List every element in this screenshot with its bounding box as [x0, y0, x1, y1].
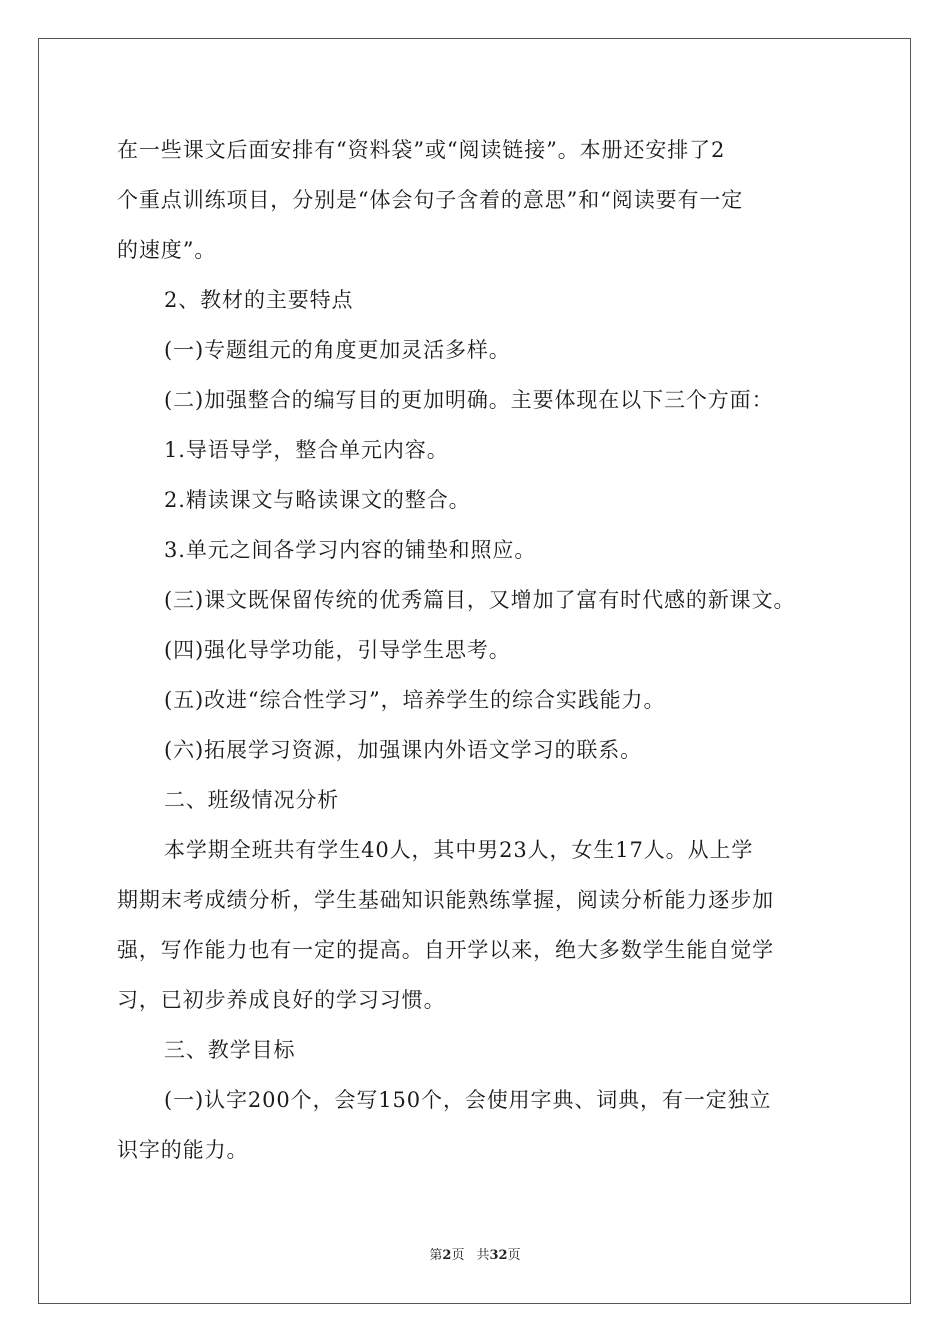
- section-heading: 2、教材的主要特点: [164, 288, 354, 312]
- paragraph-line: 本学期全班共有学生40人，其中男23人，女生17人。从上学: [164, 838, 754, 862]
- list-item: 3.单元之间各学习内容的铺垫和照应。: [164, 538, 537, 562]
- list-item: (五)改进“综合性学习”，培养学生的综合实践能力。: [164, 688, 666, 712]
- list-item: (三)课文既保留传统的优秀篇目，又增加了富有时代感的新课文。: [164, 588, 796, 612]
- paragraph-line: 期期末考成绩分析，学生基础知识能熟练掌握，阅读分析能力逐步加: [117, 888, 774, 912]
- page-prefix: 第: [429, 1248, 443, 1263]
- page-suffix: 页: [451, 1248, 465, 1263]
- list-item: (六)拓展学习资源，加强课内外语文学习的联系。: [164, 738, 643, 762]
- paragraph-line: 识字的能力。: [117, 1138, 249, 1162]
- list-item: (二)加强整合的编写目的更加明确。主要体现在以下三个方面：: [164, 388, 774, 412]
- paragraph-line: 习，已初步养成良好的学习习惯。: [117, 988, 446, 1012]
- page-number: 2: [442, 1248, 452, 1263]
- page-footer: [0, 1246, 950, 1266]
- paragraph-line: (一)认字200个，会写150个，会使用字典、词典，有一定独立: [164, 1088, 772, 1112]
- total-pages: 32: [489, 1248, 508, 1263]
- total-prefix: 共: [476, 1248, 490, 1263]
- paragraph-line: 的速度”。: [117, 238, 217, 262]
- total-suffix: 页: [507, 1248, 521, 1263]
- section-heading: 二、班级情况分析: [164, 788, 340, 812]
- paragraph-line: 强，写作能力也有一定的提高。自开学以来，绝大多数学生能自觉学: [117, 938, 774, 962]
- list-item: (一)专题组元的角度更加灵活多样。: [164, 338, 511, 362]
- document-body: [117, 130, 835, 1170]
- list-item: 1.导语导学，整合单元内容。: [164, 438, 449, 462]
- paragraph-line: 在一些课文后面安排有“资料袋”或“阅读链接”。本册还安排了2: [117, 138, 726, 162]
- list-item: (四)强化导学功能，引导学生思考。: [164, 638, 511, 662]
- section-heading: 三、教学目标: [164, 1038, 296, 1062]
- list-item: 2.精读课文与略读课文的整合。: [164, 488, 471, 512]
- paragraph-line: 个重点训练项目，分别是“体会句子含着的意思”和“阅读要有一定: [117, 188, 744, 212]
